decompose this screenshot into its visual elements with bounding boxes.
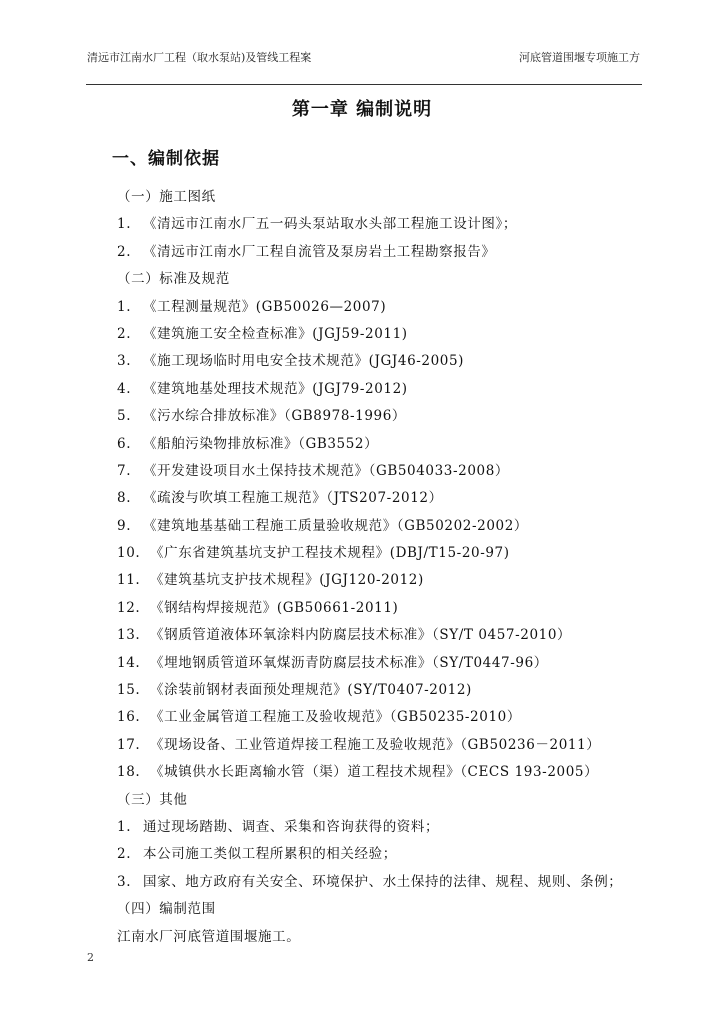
basis-list xyxy=(0,184,724,951)
list-item xyxy=(0,704,724,731)
list-item xyxy=(0,567,724,594)
list-item xyxy=(0,814,724,841)
item-number: 18. xyxy=(117,764,141,781)
item-text: （三）其他 xyxy=(117,791,188,808)
item-text: 《建筑基坑支护技术规程》(JGJ120-2012) xyxy=(150,572,424,589)
list-item xyxy=(0,403,724,430)
item-text: 《钢质管道液体环氧涂料内防腐层技术标准》（SY/T 0457-2010） xyxy=(150,627,572,644)
item-text: 《现场设备、工业管道焊接工程施工及验收规范》（GB50236－2011） xyxy=(150,736,601,753)
list-item xyxy=(0,294,724,321)
item-number: 14. xyxy=(117,654,141,671)
item-text: 《埋地钢质管道环氧煤沥青防腐层技术标准》（SY/T0447-96） xyxy=(150,654,548,671)
item-number: 5. xyxy=(117,408,132,425)
item-text: 《城镇供水长距离输水管（渠）道工程技术规程》（CECS 193-2005） xyxy=(150,764,599,781)
header-divider xyxy=(86,84,642,85)
section-title: 一、编制依据 xyxy=(112,149,220,169)
list-item xyxy=(0,376,724,403)
item-number: 12. xyxy=(117,599,141,616)
item-text: 本公司施工类似工程所累积的相关经验； xyxy=(143,846,397,863)
list-heading xyxy=(0,896,724,923)
item-text: 《广东省建筑基坑支护工程技术规程》(DBJ/T15-20-97) xyxy=(150,545,510,562)
list-item xyxy=(0,650,724,677)
item-number: 2. xyxy=(117,325,132,342)
header-document-title: 河底管道围堰专项施工方 xyxy=(519,51,640,64)
item-number: 3. xyxy=(117,873,132,890)
list-item xyxy=(0,841,724,868)
item-number: 4. xyxy=(117,380,132,397)
list-item xyxy=(0,348,724,375)
item-text: 《船舶污染物排放标准》（GB3552） xyxy=(143,435,379,452)
item-number: 15. xyxy=(117,682,141,699)
list-heading xyxy=(0,924,724,951)
item-text: （二）标准及规范 xyxy=(117,271,230,288)
item-number: 9. xyxy=(117,517,132,534)
item-number: 16. xyxy=(117,709,141,726)
chapter-title: 第一章 编制说明 xyxy=(291,99,433,120)
list-item xyxy=(0,211,724,238)
list-item xyxy=(0,759,724,786)
item-text: （一）施工图纸 xyxy=(117,189,216,205)
item-number: 6. xyxy=(117,435,132,452)
list-item xyxy=(0,540,724,567)
item-number: 10. xyxy=(117,545,141,562)
list-item xyxy=(0,431,724,458)
item-text: 《建筑地基基础工程施工质量验收规范》（GB50202-2002） xyxy=(143,517,529,534)
item-number: 3. xyxy=(117,353,132,370)
item-text: 《工程测量规范》(GB50026—2007) xyxy=(143,298,387,315)
item-number: 8. xyxy=(117,490,132,507)
item-text: 《施工现场临时用电安全技术规范》(JGJ46-2005) xyxy=(143,353,465,370)
item-text: 《清远市江南水厂五一码头泵站取水头部工程施工设计图》； xyxy=(143,216,517,233)
item-text: 国家、地方政府有关安全、环境保护、水土保持的法律、规程、规则、条例； xyxy=(143,873,623,890)
item-number: 2. xyxy=(117,846,132,863)
item-text: 江南水厂河底管道围堰施工。 xyxy=(117,928,301,945)
list-item xyxy=(0,677,724,704)
list-item xyxy=(0,458,724,485)
item-text: 《疏浚与吹填工程施工规范》（JTS207-2012） xyxy=(143,490,443,507)
item-text: 《建筑施工安全检查标准》(JGJ59-2011) xyxy=(143,325,408,342)
list-heading xyxy=(0,787,724,814)
list-heading xyxy=(0,184,724,211)
list-item xyxy=(0,321,724,348)
item-number: 1. xyxy=(117,818,132,835)
list-item xyxy=(0,869,724,896)
item-number: 1. xyxy=(117,298,132,315)
item-number: 2. xyxy=(117,243,132,260)
item-number: 13. xyxy=(117,627,141,644)
item-text: 《钢结构焊接规范》(GB50661-2011) xyxy=(150,599,399,616)
list-item xyxy=(0,485,724,512)
item-text: （四）编制范围 xyxy=(117,901,216,918)
page-number: 2 xyxy=(87,951,94,964)
list-item xyxy=(0,513,724,540)
item-text: 《开发建设项目水土保持技术规范》（GB504033-2008） xyxy=(143,462,510,479)
item-text: 《工业金属管道工程施工及验收规范》（GB50235-2010） xyxy=(150,709,521,726)
item-number: 17. xyxy=(117,736,141,753)
list-item xyxy=(0,622,724,649)
item-text: 通过现场踏勘、调查、采集和咨询获得的资料； xyxy=(143,818,440,835)
item-text: 《建筑地基处理技术规范》(JGJ79-2012) xyxy=(143,380,408,397)
list-item xyxy=(0,732,724,759)
item-number: 7. xyxy=(117,462,132,479)
item-text: 《污水综合排放标准》（GB8978-1996） xyxy=(143,408,407,425)
header-project-title: 清远市江南水厂工程（取水泵站)及管线工程案 xyxy=(87,51,312,64)
list-heading xyxy=(0,266,724,293)
item-number: 11. xyxy=(117,572,141,589)
item-number: 1. xyxy=(117,216,132,233)
item-text: 《清远市江南水厂工程自流管及泵房岩土工程勘察报告》 xyxy=(143,243,496,260)
list-item xyxy=(0,239,724,266)
item-text: 《涂装前钢材表面预处理规范》(SY/T0407-2012) xyxy=(150,682,472,699)
list-item xyxy=(0,595,724,622)
